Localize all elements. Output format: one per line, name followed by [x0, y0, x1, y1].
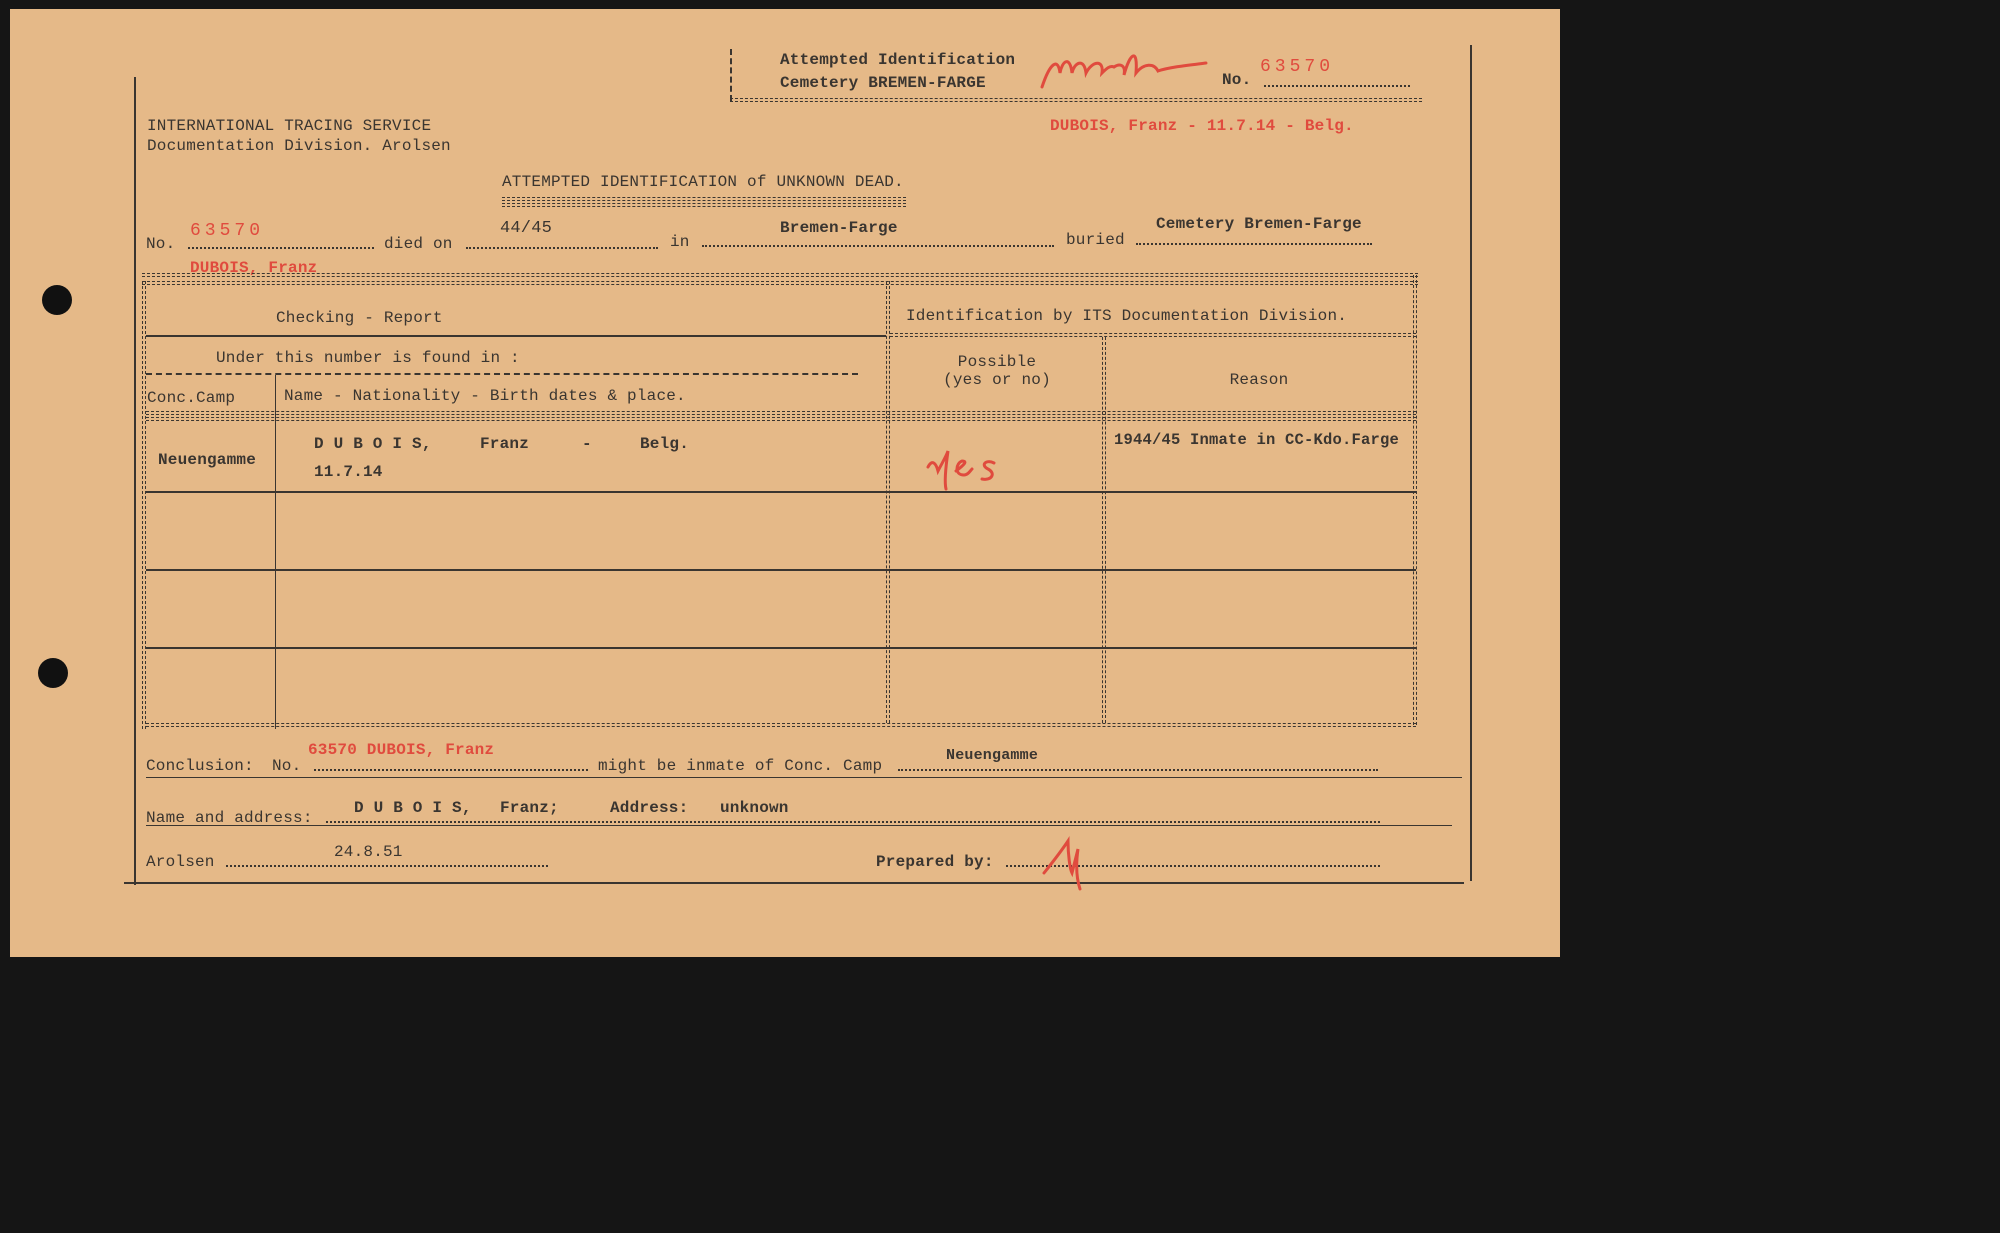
- conclusion-camp: Neuengamme: [946, 747, 1039, 764]
- row-camp: Neuengamme: [158, 451, 257, 469]
- record-name-stamp: DUBOIS, Franz: [190, 259, 318, 277]
- checking-report-header: Checking - Report: [276, 309, 443, 327]
- org-name: INTERNATIONAL TRACING SERVICE: [147, 117, 432, 135]
- row-divider-2: [146, 569, 1416, 571]
- conclusion-no-value: 63570 DUBOIS, Franz: [308, 741, 495, 759]
- punch-hole-bottom: [38, 658, 68, 688]
- buried-label: buried: [1066, 231, 1125, 249]
- col-header-possible: [890, 353, 1104, 389]
- record-no-value: 63570: [190, 221, 265, 241]
- conclusion-no-dots: [314, 769, 588, 771]
- table-camp-divider: [275, 375, 276, 729]
- subject-stamp: DUBOIS, Franz - 11.7.14 - Belg.: [1050, 117, 1354, 135]
- name-address-firstname: Franz;: [500, 799, 559, 817]
- left-frame-line: [134, 77, 136, 885]
- in-value: Bremen-Farge: [780, 219, 898, 237]
- col-header-camp: Conc.Camp: [147, 389, 236, 407]
- buried-value: Cemetery Bremen-Farge: [1156, 215, 1362, 233]
- header-box-bottom-line: [730, 98, 1422, 102]
- record-no-label: No.: [146, 235, 176, 253]
- identification-header: Identification by ITS Documentation Division.: [906, 307, 1348, 325]
- col-header-underline-2: [146, 417, 1416, 421]
- found-in-label: Under this number is found in :: [216, 349, 520, 367]
- died-label: died on: [384, 235, 453, 253]
- header-no-dots: [1264, 85, 1410, 87]
- header-no-value: 63570: [1260, 57, 1335, 77]
- index-card: [10, 9, 1560, 957]
- col-header-possible-line1: Possible: [957, 353, 1037, 371]
- address-value: unknown: [720, 799, 789, 817]
- row-birthdate: 11.7.14: [314, 463, 383, 481]
- row-reason: 1944/45 Inmate in CC-Kdo.Farge: [1114, 431, 1400, 449]
- col-header-possible-line2: (yes or no): [943, 371, 1051, 389]
- table-left-border: [142, 281, 146, 729]
- table-top-line-1: [142, 273, 1418, 277]
- col-header-underline-1: [146, 411, 1416, 415]
- header-divider-right: [890, 333, 1416, 337]
- row-divider-3: [146, 647, 1416, 649]
- header-box-line2: Cemetery BREMEN-FARGE: [780, 74, 986, 92]
- row-surname: D U B O I S,: [314, 435, 432, 453]
- record-no-dots: [188, 247, 374, 249]
- header-no-label: No.: [1222, 71, 1252, 89]
- in-label: in: [670, 233, 690, 251]
- preparer-initials-signature: [1040, 835, 1100, 891]
- row-firstname: Franz: [480, 435, 530, 453]
- header-box-line1: Attempted Identification: [780, 51, 1016, 69]
- header-box-left-line: [730, 49, 732, 101]
- prepared-by-label: Prepared by:: [876, 853, 994, 871]
- title-underline: [502, 197, 906, 201]
- handwritten-made-annotation: [1040, 43, 1210, 93]
- died-value: 44/45: [500, 219, 553, 238]
- col-header-name: Name - Nationality - Birth dates & place.: [284, 387, 686, 405]
- footer-place: Arolsen: [146, 853, 215, 871]
- found-in-underline: [146, 373, 858, 375]
- conclusion-no-label: No.: [272, 757, 302, 775]
- name-address-label: Name and address:: [146, 809, 313, 827]
- conclusion-label: Conclusion:: [146, 757, 254, 775]
- conclusion-camp-dots: [898, 769, 1378, 771]
- name-address-dots: [326, 821, 1380, 823]
- buried-dots: [1136, 243, 1372, 245]
- conclusion-divider: [146, 777, 1462, 778]
- title-underline-2: [502, 203, 906, 207]
- row-divider-1: [146, 491, 1416, 493]
- org-division: Documentation Division. Arolsen: [147, 137, 451, 155]
- punch-hole-top: [42, 285, 72, 315]
- name-address-surname: D U B O I S,: [354, 799, 472, 817]
- col-header-reason: Reason: [1229, 371, 1289, 389]
- died-dots: [466, 247, 658, 249]
- bottom-frame-line: [124, 882, 1464, 884]
- right-frame-line: [1470, 45, 1472, 881]
- table-reason-divider: [1102, 337, 1106, 723]
- address-label: Address:: [610, 799, 689, 817]
- footer-date: 24.8.51: [334, 843, 403, 861]
- form-title: ATTEMPTED IDENTIFICATION of UNKNOWN DEAD.: [502, 173, 904, 191]
- name-address-divider: [146, 825, 1452, 826]
- table-middle-divider: [886, 281, 890, 723]
- row-nationality: Belg.: [640, 435, 690, 453]
- table-bottom-line: [146, 723, 1416, 727]
- conclusion-text: might be inmate of Conc. Camp: [598, 757, 883, 775]
- table-top-line-2: [142, 281, 1418, 285]
- header-divider-left: [146, 335, 886, 337]
- footer-date-dots: [226, 865, 548, 867]
- handwritten-yes-annotation: [924, 441, 1014, 493]
- table-right-border: [1413, 275, 1417, 725]
- in-dots: [702, 245, 1054, 247]
- row-dash: -: [582, 435, 592, 453]
